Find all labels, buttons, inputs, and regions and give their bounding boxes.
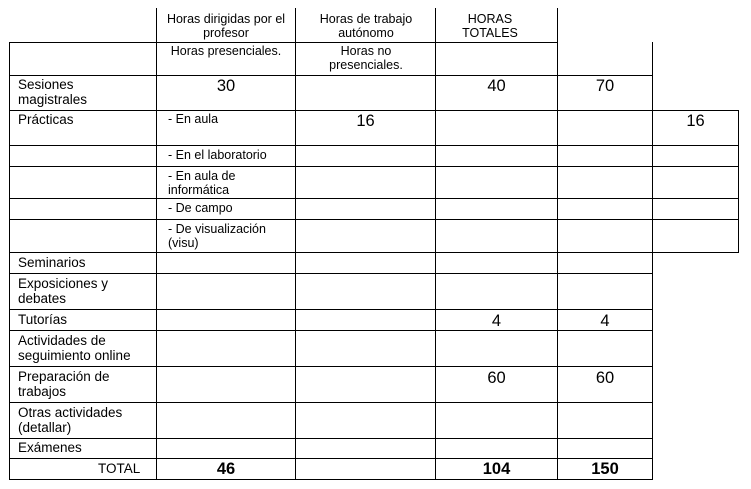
rule — [9, 479, 652, 480]
rule — [9, 438, 652, 439]
rule — [9, 330, 652, 331]
value-sesiones-total: 70 — [595, 77, 615, 95]
row-label-informatica: - En aula de informática — [168, 169, 236, 197]
value-preparacion-autonomo: 60 — [487, 369, 506, 387]
value-total-presenciales: 46 — [216, 460, 236, 478]
rule — [9, 458, 652, 459]
rule — [9, 252, 738, 253]
value-sesiones-presenciales: 30 — [216, 77, 236, 95]
row-label-laboratorio: - En el laboratorio — [168, 148, 267, 162]
header-autonomo-top: Horas de trabajo autónomo — [319, 12, 413, 40]
row-label-seminarios: Seminarios — [18, 255, 86, 270]
rule — [9, 219, 738, 220]
rule — [738, 110, 739, 253]
row-label-visualizacion: - De visualización (visu) — [168, 222, 266, 250]
value-tutorias-autonomo: 4 — [491, 312, 502, 330]
value-en-aula-presenciales: 16 — [356, 112, 375, 130]
row-label-total: TOTAL — [98, 461, 141, 476]
rule — [9, 110, 738, 111]
header-presenciales-bottom: Horas presenciales. — [170, 44, 282, 58]
value-total-general: 150 — [591, 460, 619, 478]
header-presenciales-top: Horas dirigidas por el profesor — [166, 12, 286, 40]
row-label-exposiciones: Exposiciones y debates — [18, 276, 109, 306]
value-en-aula-total: 16 — [686, 112, 705, 130]
row-label-examenes: Exámenes — [18, 440, 82, 455]
value-preparacion-total: 60 — [595, 369, 615, 387]
rule — [9, 75, 652, 76]
rule — [9, 42, 10, 480]
header-autonomo-bottom: Horas no presenciales. — [329, 44, 403, 72]
row-label-seguimiento: Actividades de seguimiento online — [18, 333, 131, 363]
row-label-practicas: Prácticas — [18, 112, 74, 127]
row-label-campo: - De campo — [168, 201, 233, 215]
rule — [295, 8, 296, 480]
value-total-autonomo: 104 — [482, 460, 511, 478]
rule — [9, 273, 652, 274]
rule — [9, 166, 738, 167]
value-sesiones-autonomo: 40 — [487, 77, 506, 95]
row-label-tutorias: Tutorías — [18, 312, 68, 327]
row-label-otras: Otras actividades (detallar) — [18, 405, 123, 435]
rule — [9, 366, 652, 367]
value-tutorias-total: 4 — [600, 312, 610, 330]
rule — [9, 309, 652, 310]
rule — [652, 42, 653, 480]
rule — [9, 145, 738, 146]
row-label-preparacion: Preparación de trabajos — [18, 369, 110, 399]
rule — [9, 402, 652, 403]
rule — [9, 198, 738, 199]
row-label-sesiones: Sesiones magistrales — [18, 77, 88, 107]
rule — [9, 42, 558, 43]
header-horas-totales: HORAS TOTALES — [462, 12, 518, 40]
row-label-en-aula: - En aula — [168, 112, 219, 126]
